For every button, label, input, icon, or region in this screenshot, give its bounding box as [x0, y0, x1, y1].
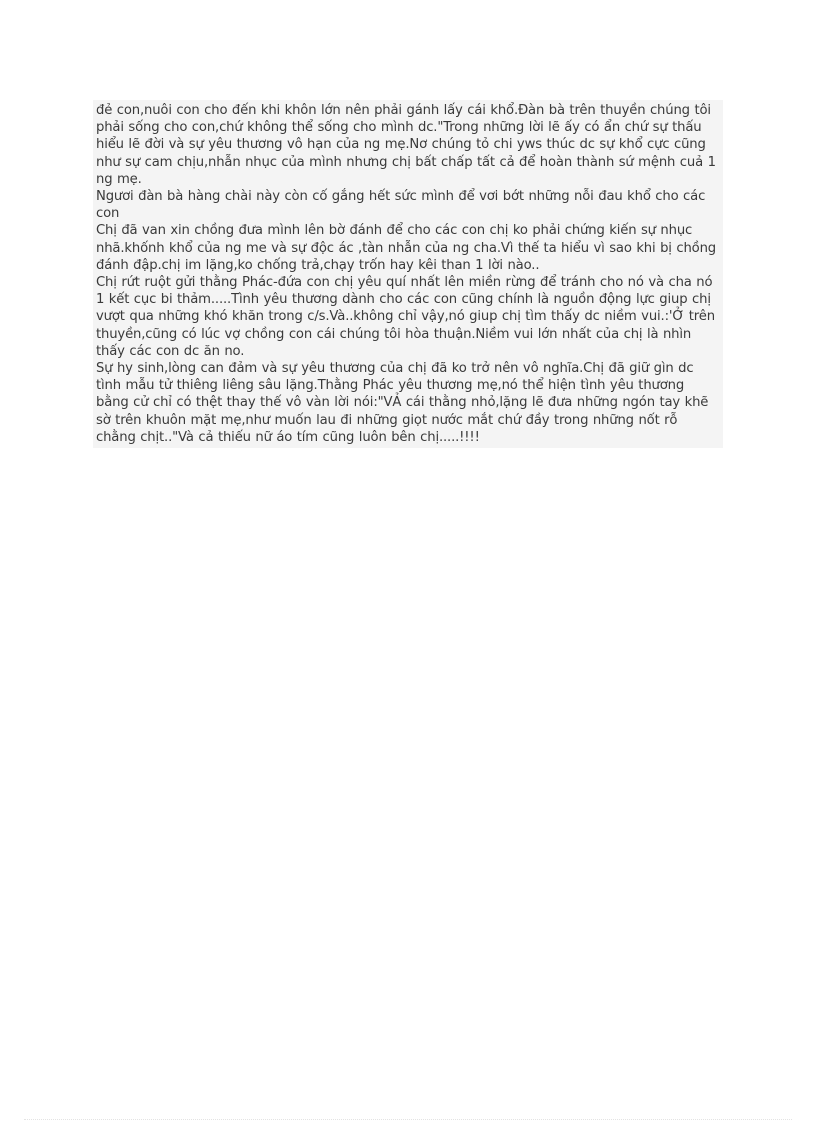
- paragraph: Chị đã van xin chồng đưa mình lên bờ đánh để cho các con chị ko phải chứng kiến sự nhục nhã.khốnh khổ của ng me và sự độc ác ,tàn nhẫn của ng cha.Vì thế ta hiểu vì sao khi bị chồng đánh đập.chị im lặng,ko chống trả,chạy trốn hay kêi than 1 lời nào..: [96, 223, 716, 273]
- essay-text-block: [93, 100, 723, 448]
- paragraph: Sự hy sinh,lòng can đảm và sự yêu thương của chị đã ko trở nên vô nghĩa.Chị đã giữ gìn dc tình mẫu tử thiêng liêng sâu lặng.Thằng Phác yêu thương mẹ,nó thể hiện tình yêu thương bằng cử chỉ có thệt thay thế vô vàn lời nói:"VẢ cái thằng nhỏ,lặng lẽ đưa những ngón tay khẽ sờ trên khuôn mặt mẹ,như muốn lau đi những giọt nước mắt chứ đầy trong những nốt rỗ chằng chịt.."Và cả thiếu nữ áo tím cũng luôn bên chị.....!!!!: [96, 361, 709, 445]
- page-bottom-divider: [24, 1119, 792, 1120]
- paragraph: đẻ con,nuôi con cho đến khi khôn lớn nên phải gánh lấy cái khổ.Đàn bà trên thuyền chúng tôi phải sống cho con,chứ không thể sống cho mình dc."Trong những lời lẽ ấy có ẩn chứ sự thấu hiểu lẽ đời và sự yêu thương vô hạn của ng mẹ.Nơ chúng tỏ chi yws thúc dc sự khổ cực cũng như sự cam chịu,nhẫn nhục của mình nhưng chị bất chấp tất cả để hoàn thành sứ mệnh cuả 1 ng mẹ.: [96, 103, 716, 187]
- paragraph: Chị rứt ruột gửi thằng Phác-đứa con chị yêu quí nhất lên miền rừng để tránh cho nó và cha nó 1 kết cục bi thảm.....Tình yêu thương dành cho các con cũng chính là nguồn động lực giup chị vượt qua những khó khăn trong c/s.Và..không chỉ vậy,nó giup chị tìm thấy dc niềm vui.:'Ở trên thuyền,cũng có lúc vợ chồng con cái chúng tôi hòa thuận.Niềm vui lớn nhất của chị là nhìn thấy các con dc ăn no.: [96, 275, 715, 359]
- paragraph: Ngươi đàn bà hàng chài này còn cố gắng hết sức mình để vơi bớt những nỗi đau khổ cho các con: [96, 189, 706, 222]
